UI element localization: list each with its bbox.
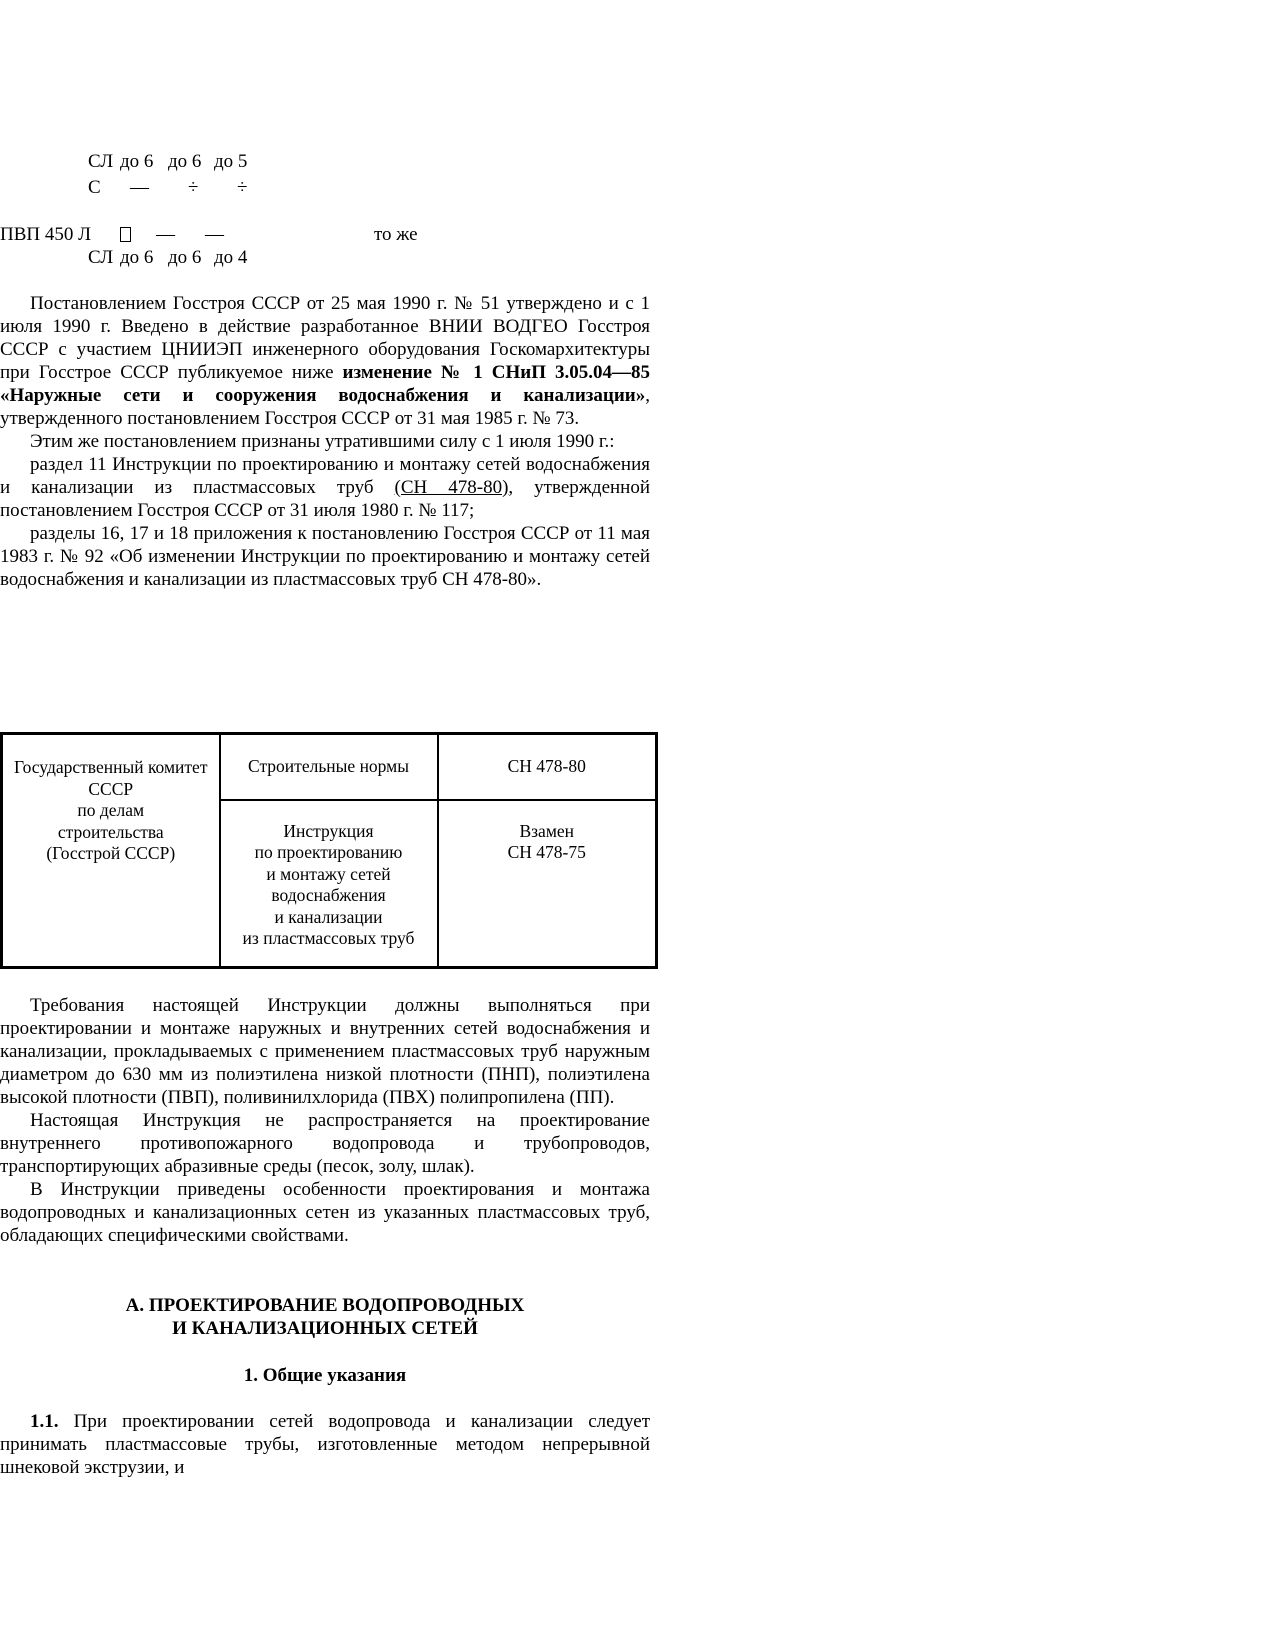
mark-r3-col2: —: [156, 224, 175, 245]
missing-glyph-icon: [120, 227, 131, 242]
intro-paragraph-4: разделы 16, 17 и 18 приложения к постановлению Госстроя СССР от 11 мая 1983 г. № 92 «Об изменении Инструкции по проектированию и монтажу сетей водоснабжения и канализации из пластмассовых труб СН 478-80».: [0, 523, 650, 590]
mark-r4-col3: до 4: [214, 247, 248, 268]
replaces-cell: [438, 800, 657, 968]
doc-code-text: СН 478-80: [507, 756, 586, 776]
intro-paragraph-3: [0, 453, 650, 522]
clause-block: [0, 1410, 650, 1479]
scope-paragraph-3: В Инструкции приведены особенности проектирования и монтажа водопроводных и канализационных сетен из указанных пластмассовых труб, обладающих специфическими свойствами.: [0, 1179, 650, 1246]
intro-p3-tail: , утвержденной постановлением Госстроя СССР от 31 июля 1980 г. № 117;: [0, 477, 650, 521]
scope-block: [0, 994, 650, 1247]
mark-r4-col1: до 6: [120, 247, 154, 268]
document-header-table: [0, 732, 658, 969]
mark-r1-col1: до 6: [120, 151, 154, 172]
intro-paragraph-1: [0, 292, 650, 430]
section-title-line-2: И КАНАЛИЗАЦИОННЫХ СЕТЕЙ: [172, 1318, 478, 1339]
doc-type-cell: [220, 734, 438, 800]
mark-r2-col1: —: [130, 177, 149, 198]
section-heading: [0, 1294, 650, 1340]
subsection-title: 1. Общие указания: [243, 1365, 407, 1386]
authority-text: Государственный комитет СССР по делам строительства (Госстрой СССР): [14, 757, 208, 863]
clause-1-1: [0, 1410, 650, 1479]
mark-r4-col2: до 6: [168, 247, 202, 268]
subsection-heading: [0, 1364, 650, 1387]
mark-r1-col3: до 5: [214, 151, 248, 172]
scope-paragraph-1: Требования настоящей Инструкции должны выполняться при проектировании и монтаже наружных и внутренних сетей водоснабжения и канализации, прокладываемых с применением пластмассовых труб наружным диаметром до 630 мм из полиэтилена низкой плотности (ПНП), полиэтилена высокой плотности (ПВП), поливинилхлорида (ПВХ) полипропилена (ПП).: [0, 995, 650, 1108]
intro-block: [0, 292, 650, 591]
doc-title-text: Инструкция по проектированию и монтажу сетей водоснабжения и канализации из пластмассовых труб: [242, 820, 415, 948]
intro-p1-bold: изменение № 1 СНиП 3.05.04—85 «Наружные сети и сооружения водоснабжения и канализации»: [0, 362, 651, 406]
intro-p1-tail: , утвержденного постановлением Госстроя СССР от 31 мая 1985 г. № 73.: [0, 385, 650, 429]
scope-paragraph-2: Настоящая Инструкция не распространяется на проектирование внутреннего противопожарного водопровода и трубопроводов, транспортирующих абразивные среды (песок, золу, шлак).: [0, 1110, 650, 1177]
mark-r1-type: СЛ: [88, 151, 114, 172]
mark-r1-col2: до 6: [168, 151, 202, 172]
section-title-line-1: А. ПРОЕКТИРОВАНИЕ ВОДОПРОВОДНЫХ: [125, 1295, 525, 1316]
intro-paragraph-2: Этим же постановлением признаны утратившими силу с 1 июля 1990 г.:: [30, 431, 615, 452]
intro-p1-text: Постановлением Госстроя СССР от 25 мая 1990 г. № 51 утверждено и с 1 июля 1990 г. Введено в действие разработанное ВНИИ ВОДГЕО Госстроя СССР с участием ЦНИИЭП инженерного оборудования Госкомархитектуры при Госстрое СССР публикуемое ниже: [0, 293, 650, 383]
mark-r2-col2: ÷: [188, 177, 199, 198]
clause-text: При проектировании сетей водопровода и канализации следует принимать пластмассовые трубы, изготовленные методом непрерывной шнековой экструзии, и: [0, 1411, 650, 1478]
clause-number: 1.1.: [30, 1411, 59, 1432]
mark-r3-col3: —: [205, 224, 224, 245]
doc-type-text: Строительные нормы: [248, 756, 409, 776]
intro-p3-text: раздел 11 Инструкции по проектированию и монтажу сетей водоснабжения и канализации из пластмассовых труб: [0, 454, 650, 498]
mark-r3-type: ПВП 450 Л: [0, 224, 92, 245]
mark-r2-type: С: [88, 177, 101, 198]
mark-r3-note: то же: [374, 224, 418, 245]
doc-title-cell: [220, 800, 438, 968]
mark-r2-col3: ÷: [237, 177, 248, 198]
sn-478-80-link[interactable]: (СН 478-80): [394, 477, 509, 498]
authority-cell: [2, 734, 220, 968]
replaces-text: Взамен СН 478-75: [507, 820, 586, 862]
mark-r4-type: СЛ: [88, 247, 114, 268]
doc-code-cell: [438, 734, 657, 800]
